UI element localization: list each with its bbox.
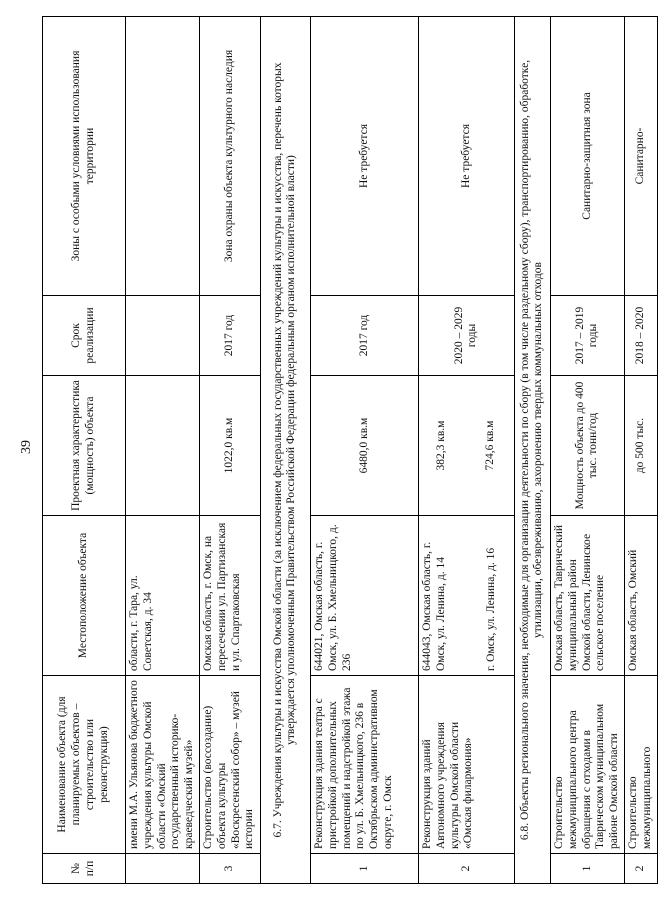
table-row	[418, 17, 514, 884]
cell-zones	[126, 17, 200, 296]
cell-zones: Не требуется	[310, 17, 418, 296]
cell-location	[418, 516, 514, 676]
header-zones: Зоны с особыми условиями использования территории	[43, 17, 126, 296]
table-row	[199, 17, 260, 884]
section-heading-6-7: 6.7. Учреждения культуры и искусства Омской области (за исключением федеральных государственных учреждений культуры и искусства, перечень которых утверждается уполномоченным Правительством Российской Федерации федеральным органом исполнительной власти)	[260, 17, 310, 884]
cell-location: Омская область, Таврический муниципальный район Омской области, Ленинское сельское поселение	[550, 516, 624, 676]
cell-num	[126, 854, 200, 884]
cell-name: Реконструкция зданий Автономного учреждения культуры Омской области «Омская филармония»	[418, 676, 514, 854]
cell-capacity	[418, 376, 514, 516]
location-line-a: 644043, Омская область, г. Омск, ул. Ленина, д. 14	[420, 541, 447, 671]
capacity-line-b: 724,6 кв.м	[484, 420, 497, 471]
header-capacity: Проектная характеристика (мощность) объекта	[43, 376, 126, 516]
capacity-line-a: 382,3 кв.м	[434, 420, 447, 471]
cell-term	[126, 296, 200, 376]
cell-zones: Санитарно-	[624, 17, 657, 296]
cell-location: Омская область, Омский	[624, 516, 657, 676]
cell-zones: Зона охраны объекта культурного наследия	[199, 17, 260, 296]
cell-term: 2017 год	[199, 296, 260, 376]
cell-zones: Не требуется	[418, 17, 514, 296]
page-number: 39	[19, 440, 34, 454]
cell-term: 2018 – 2020	[624, 296, 657, 376]
header-name: Наименование объекта (для планируемых объектов – строительство или реконструкция)	[43, 676, 126, 854]
cell-num: 1	[310, 854, 418, 884]
objects-table	[42, 16, 658, 884]
table-header-row	[43, 17, 126, 884]
cell-name: Строительство межмуниципального центра обращения с отходами в Таврическом муниципальном районе Омской области	[550, 676, 624, 854]
cell-capacity: 1022,0 кв.м	[199, 376, 260, 516]
header-term: Срок реализации	[43, 296, 126, 376]
cell-location: области, г. Тара, ул. Советская, д. 34	[126, 516, 200, 676]
cell-name: Строительство (воссоздание) объекта культуры «Воскресенский собор» – музей истории	[199, 676, 260, 854]
location-line-b: г. Омск, ул. Ленина, д. 16	[484, 547, 497, 671]
section-heading-6-8: 6.8. Объекты регионального значения, необходимые для организации деятельности по сбору (в том числе раздельному сбору), транспортированию, обработке, утилизации, обезвреживанию, захоронению твердых коммунальных отходов	[514, 17, 550, 884]
cell-term: 2020 – 2029 годы	[418, 296, 514, 376]
header-num: № п/п	[43, 854, 126, 884]
section-row	[514, 17, 550, 884]
cell-name: Реконструкция здания театра с пристройкой дополнительных помещений и надстройкой этажа по ул. Б. Хмельницкого, 236 в Октябрьском административном округе, г. Омск	[310, 676, 418, 854]
cell-name: Строительство межмуниципального	[624, 676, 657, 854]
section-row	[260, 17, 310, 884]
table-row	[310, 17, 418, 884]
cell-num: 3	[199, 854, 260, 884]
cell-name: имени М.А. Ульянова бюджетного учреждения культуры Омской области «Омский государственный историко-краеведческий музей»	[126, 676, 200, 854]
table-row	[624, 17, 657, 884]
cell-num: 1	[550, 854, 624, 884]
cell-capacity	[126, 376, 200, 516]
cell-term: 2017 год	[310, 296, 418, 376]
cell-num: 2	[418, 854, 514, 884]
cell-term: 2017 – 2019 годы	[550, 296, 624, 376]
table-row	[550, 17, 624, 884]
cell-location: 644021, Омская область, г. Омск, ул. Б. Хмельницкого, д. 236	[310, 516, 418, 676]
cell-capacity: Мощность объекта до 400 тыс. тонн/год	[550, 376, 624, 516]
cell-capacity: 6480,0 кв.м	[310, 376, 418, 516]
rotated-table-block	[42, 17, 653, 884]
table-row	[126, 17, 200, 884]
cell-capacity: до 500 тыс.	[624, 376, 657, 516]
cell-zones: Санитарно-защитная зона	[550, 17, 624, 296]
header-location: Местоположение объекта	[43, 516, 126, 676]
cell-num: 2	[624, 854, 657, 884]
cell-location: Омская область, г. Омск, на пересечении ул. Партизанская и ул. Спартаковская	[199, 516, 260, 676]
